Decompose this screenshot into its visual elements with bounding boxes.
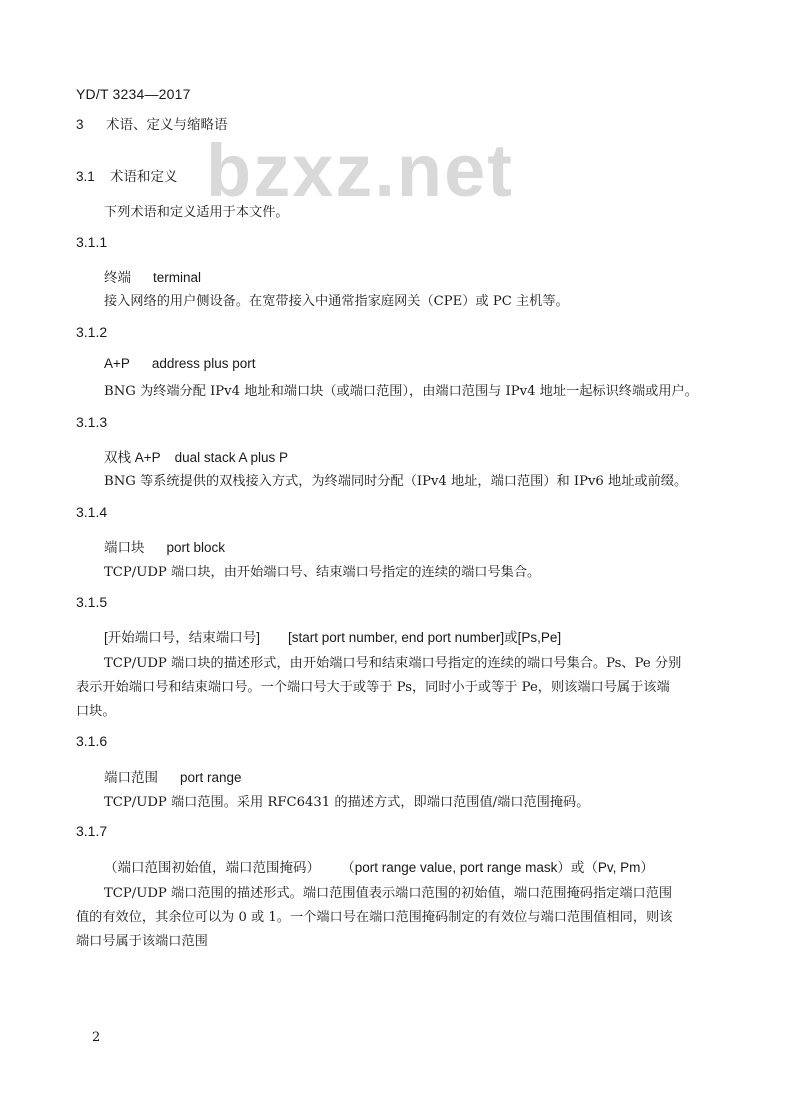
page-number: 2 xyxy=(92,1030,101,1045)
definition-line: 表示开始端口号和结束端口号。一个端口号大于或等于 Ps，同时小于或等于 Pe，则该端口号属于该端 xyxy=(76,680,670,695)
definition-line: TCP/UDP 端口范围的描述形式。端口范围值表示端口范围的初始值，端口范围掩码指定端口范围 xyxy=(104,886,673,901)
term-zh: 双栈 A+P xyxy=(104,450,161,465)
definition-line: 值的有效位，其余位可以为 0 或 1。一个端口号在端口范围掩码制定的有效位与端口范围值相同，则该 xyxy=(76,910,673,925)
term-zh: （端口范围初始值，端口范围掩码） xyxy=(104,860,320,875)
clause-number: 3.1.4 xyxy=(76,504,108,520)
section-heading xyxy=(76,113,228,133)
term-en: （port range value, port range mask）或（Pv, Pm） xyxy=(348,860,654,875)
clause-number: 3.1.2 xyxy=(76,324,108,340)
clause-number: 3.1.3 xyxy=(76,414,108,430)
term-heading xyxy=(104,766,242,786)
definition-line: 口块。 xyxy=(76,704,116,719)
definition-line: TCP/UDP 端口块的描述形式，由开始端口号和结束端口号指定的连续的端口号集合。Ps、Pe 分别 xyxy=(104,656,682,671)
clause-number: 3.1.7 xyxy=(76,823,108,839)
term-heading xyxy=(104,536,225,556)
term-zh: 终端 xyxy=(104,270,131,285)
term-heading xyxy=(104,626,561,646)
definition-line: BNG 为终端分配 IPv4 地址和端口块（或端口范围），由端口范围与 IPv4 地址一起标识终端或用户。 xyxy=(104,384,698,399)
term-en: address plus port xyxy=(151,356,256,371)
clause-number: 3.1.5 xyxy=(76,594,108,610)
definition-line: TCP/UDP 端口块，由开始端口号、结束端口号指定的连续的端口号集合。 xyxy=(104,565,541,580)
intro-paragraph: 下列术语和定义适用于本文件。 xyxy=(104,205,289,220)
term-en: dual stack A plus P xyxy=(174,450,288,465)
definition-line: 端口号属于该端口范围 xyxy=(76,934,208,949)
term-zh: 端口范围 xyxy=(104,770,158,785)
subsection-number: 3.1 xyxy=(76,169,95,184)
term-zh: [开始端口号，结束端口号] xyxy=(104,630,261,645)
watermark: bzxz.net xyxy=(206,129,514,212)
standard-number-header: YD/T 3234—2017 xyxy=(76,86,191,102)
section-number: 3 xyxy=(76,117,84,132)
term-en: [start port number, end port number]或[Ps,Pe] xyxy=(288,630,562,645)
definition-line: TCP/UDP 端口范围。采用 RFC6431 的描述方式，即端口范围值/端口范围掩码。 xyxy=(104,795,590,810)
term-heading xyxy=(104,856,654,876)
definition-line: 接入网络的用户侧设备。在宽带接入中通常指家庭网关（CPE）或 PC 主机等。 xyxy=(104,294,569,309)
subsection-heading xyxy=(76,165,178,185)
term-en: port block xyxy=(166,540,226,555)
clause-number: 3.1.1 xyxy=(76,234,108,250)
term-zh: 端口块 xyxy=(104,540,145,555)
term-heading xyxy=(104,266,201,286)
term-heading xyxy=(104,356,255,371)
term-en: port range xyxy=(180,770,242,785)
term-en: terminal xyxy=(153,270,202,285)
section-title: 术语、定义与缩略语 xyxy=(106,117,228,132)
term-heading xyxy=(104,446,288,466)
term-zh: A+P xyxy=(104,356,130,371)
definition-line: BNG 等系统提供的双栈接入方式，为终端同时分配（IPv4 地址，端口范围）和 IPv6 地址或前缀。 xyxy=(104,474,688,489)
subsection-title: 术语和定义 xyxy=(110,169,178,184)
clause-number: 3.1.6 xyxy=(76,733,108,749)
